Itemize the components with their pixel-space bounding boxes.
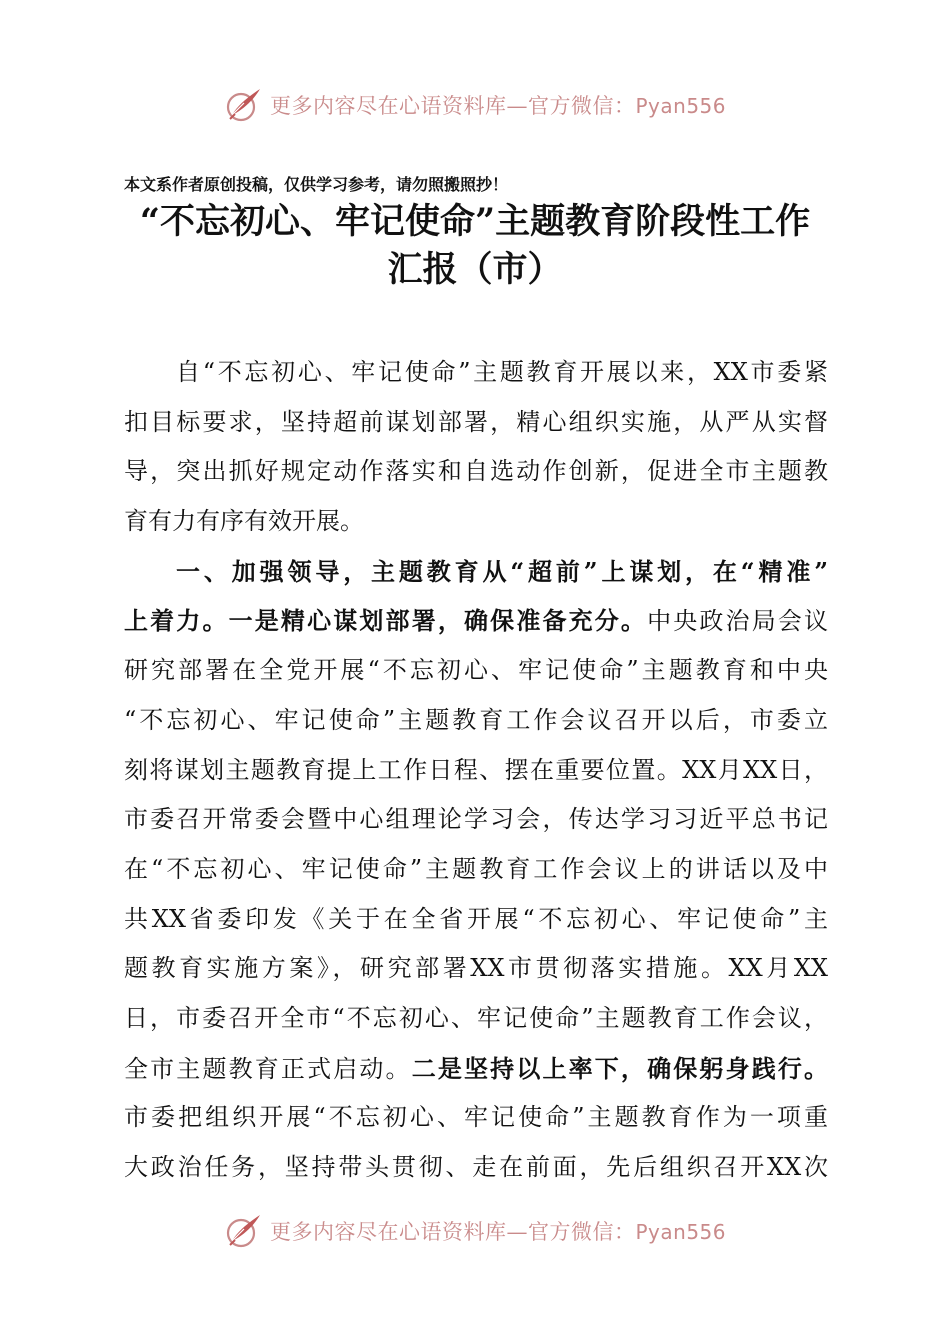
document-title-line-2: 汇报（市） <box>387 249 563 290</box>
section-heading-end: 上着力。 <box>124 606 229 636</box>
body-line: 日，市委召开全市“不忘初心、牢记使命”主题教育工作会议， <box>124 1003 828 1032</box>
body-line: 大政治任务，坚持带头贯彻、走在前面，先后组织召开XX次 <box>124 1153 828 1181</box>
subsection-heading: 一是精心谋划部署，确保准备充分。 <box>228 606 648 636</box>
body-line: 共XX省委印发《关于在全省开展“不忘初心、牢记使命”主 <box>124 904 828 933</box>
header-banner <box>0 80 950 130</box>
banner-contact: Pyan556 <box>635 94 726 118</box>
body-line: 导，突出抓好规定动作落实和自选动作创新，促进全市主题教 <box>124 457 828 486</box>
section-heading: 一、加强领导，主题教育从“超前”上谋划，在“精准” <box>176 556 828 586</box>
body-line: 自“不忘初心、牢记使命”主题教育开展以来，XX市委紧 <box>176 358 828 386</box>
quill-logo-icon <box>224 1211 264 1251</box>
document-body <box>124 348 828 1193</box>
body-text: 中央政治局会议 <box>647 607 829 636</box>
body-line: “不忘初心、牢记使命”主题教育工作会议召开以后，市委立 <box>124 705 828 734</box>
body-line: 育有力有序有效开展。 <box>124 507 364 536</box>
disclaimer-text: 本文系作者原创投稿，仅供学习参考，请勿照搬照抄！ <box>124 175 509 194</box>
body-line: 刻将谋划主题教育提上工作日程、摆在重要位置。XX月XX日， <box>124 755 828 784</box>
quill-logo-icon <box>224 85 264 125</box>
body-text: 全市主题教育正式启动。 <box>124 1054 412 1083</box>
document-title-line-1: “不忘初心、牢记使命”主题教育阶段性工作 <box>139 201 811 242</box>
body-line: 研究部署在全党开展“不忘初心、牢记使命”主题教育和中央 <box>124 656 828 685</box>
body-line: 市委把组织开展“不忘初心、牢记使命”主题教育作为一项重 <box>124 1103 828 1132</box>
body-line: 在“不忘初心、牢记使命”主题教育工作会议上的讲话以及中 <box>124 854 828 883</box>
body-line: 市委召开常委会暨中心组理论学习会，传达学习习近平总书记 <box>124 805 828 834</box>
subsection-heading: 二是坚持以上率下，确保躬身践行。 <box>411 1053 829 1083</box>
body-line: 扣目标要求，坚持超前谋划部署，精心组织实施，从严从实督 <box>124 407 828 436</box>
banner-text: 更多内容尽在心语资料库—官方微信：Pyan556 <box>269 94 726 118</box>
body-line <box>124 596 828 646</box>
banner-contact: Pyan556 <box>635 1220 726 1244</box>
body-line: 题教育实施方案》，研究部署XX市贯彻落实措施。XX月XX <box>124 954 828 983</box>
body-line <box>124 1044 828 1094</box>
footer-banner <box>0 1206 950 1256</box>
banner-text: 更多内容尽在心语资料库—官方微信：Pyan556 <box>269 1220 726 1244</box>
